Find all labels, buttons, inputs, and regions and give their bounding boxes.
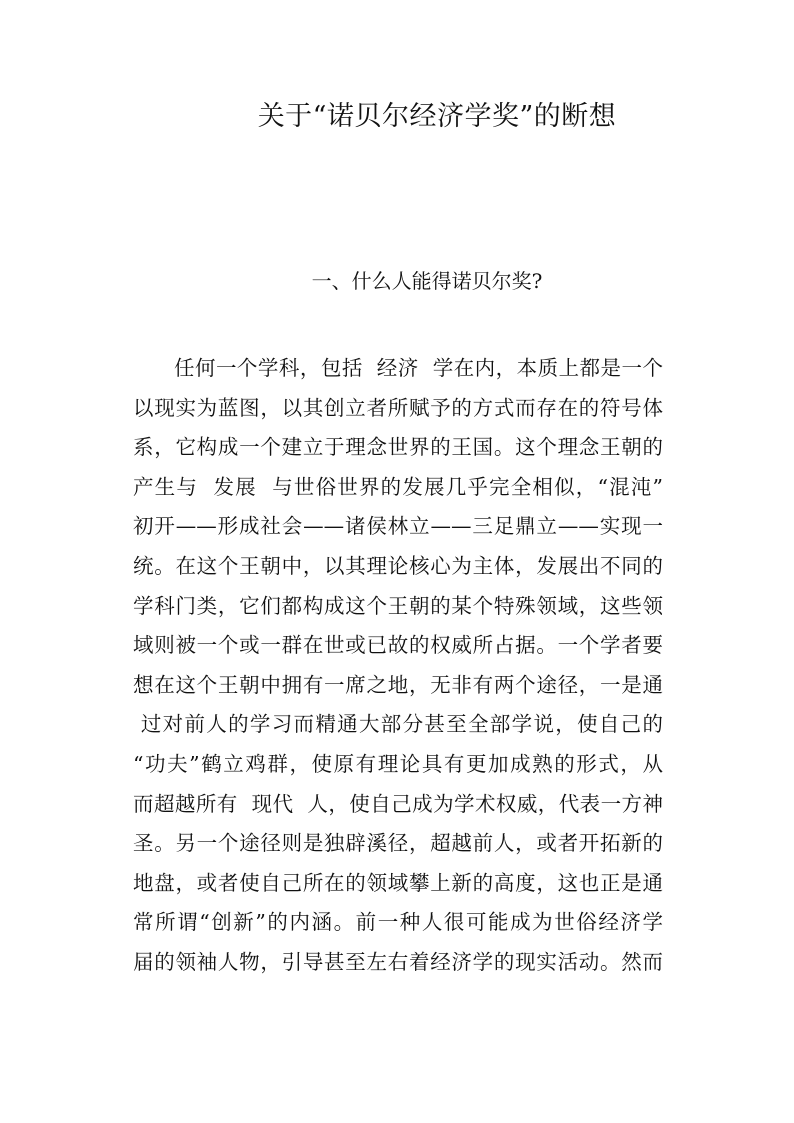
paragraph-line: 地盘，或者使自己所在的领域攀上新的高度，这也正是通 <box>133 870 663 895</box>
paragraph-line: 学科门类，它们都构成这个王朝的某个特殊领域，这些领 <box>133 593 663 618</box>
paragraph-line: 而超越所有 现代 人，使自己成为学术权威，代表一方神 <box>133 791 663 816</box>
paragraph-line: 域则被一个或一群在世或已故的权威所占据。一个学者要 <box>133 633 663 658</box>
body-paragraph <box>133 349 663 983</box>
paragraph-line: 过对前人的学习而精通大部分甚至全部学说，使自己的 <box>133 712 663 737</box>
section-heading: 一、什么人能得诺贝尔奖? <box>311 269 543 293</box>
paragraph-line: 系，它构成一个建立于理念世界的王国。这个理念王朝的 <box>133 435 663 460</box>
paragraph-line: 以现实为蓝图，以其创立者所赋予的方式而存在的符号体 <box>133 395 663 420</box>
paragraph-line: 统。在这个王朝中，以其理论核心为主体，发展出不同的 <box>133 553 663 578</box>
paragraph-line: 圣。另一个途径则是独辟溪径，超越前人，或者开拓新的 <box>133 831 663 856</box>
paragraph-line: 届的领袖人物，引导甚至左右着经济学的现实活动。然而 <box>133 949 663 974</box>
paragraph-line: 产生与 发展 与世俗世界的发展几乎完全相似，“混沌” <box>133 474 663 499</box>
document-title: 关于“诺贝尔经济学奖”的断想 <box>257 101 617 132</box>
paragraph-line: “功夫”鹤立鸡群，使原有理论具有更加成熟的形式，从 <box>133 751 663 776</box>
paragraph-line: 任何一个学科，包括 经济 学在内，本质上都是一个 <box>174 356 663 380</box>
paragraph-line: 初开——形成社会——诸侯林立——三足鼎立——实现一 <box>133 514 663 539</box>
paragraph-line: 想在这个王朝中拥有一席之地，无非有两个途径，一是通 <box>133 672 663 697</box>
paragraph-line: 常所谓“创新”的内涵。前一种人很可能成为世俗经济学 <box>133 910 663 935</box>
